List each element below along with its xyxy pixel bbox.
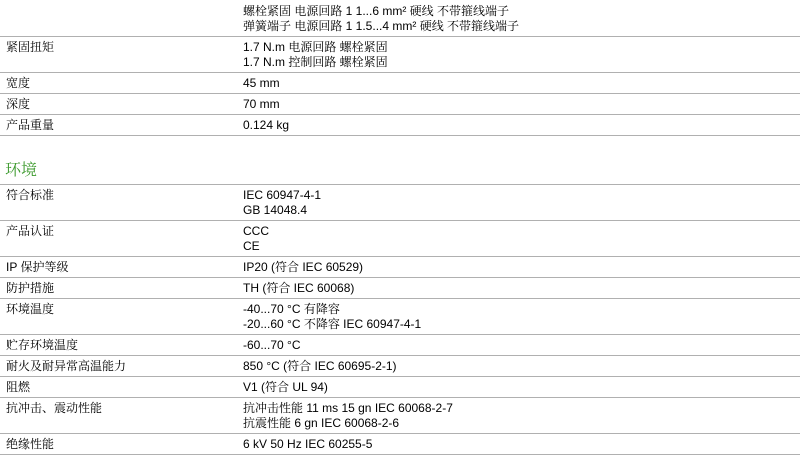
spec-value-line: GB 14048.4	[243, 203, 308, 217]
spec-value-line: -60...70 °C	[243, 338, 301, 352]
spec-value	[243, 76, 800, 91]
spec-label: 宽度	[6, 76, 31, 90]
spec-row-shock-vibration	[0, 398, 800, 434]
spec-table-top	[0, 0, 800, 136]
spec-value-line: TH (符合 IEC 60068)	[243, 281, 355, 295]
spec-value	[243, 401, 800, 431]
spec-label: 绝缘性能	[6, 437, 55, 451]
spec-value	[243, 97, 800, 112]
spec-value-line: 1.7 N.m 控制回路 螺栓紧固	[243, 55, 388, 69]
spec-table-environment	[0, 185, 800, 455]
spec-value-line: 0.124 kg	[243, 118, 290, 132]
spec-row-protection	[0, 278, 800, 299]
spec-label: 贮存环境温度	[6, 338, 79, 352]
spec-value	[243, 380, 800, 395]
spec-value	[243, 437, 800, 452]
spec-value-line: -40...70 °C 有降容	[243, 302, 340, 316]
spec-row-depth	[0, 94, 800, 115]
spec-row-flame-retardant	[0, 377, 800, 398]
spec-label: 阻燃	[6, 380, 31, 394]
spec-label: 防护措施	[6, 281, 55, 295]
spec-label: 符合标准	[6, 188, 55, 202]
spec-row-standards	[0, 185, 800, 221]
spec-label: 耐火及耐异常高温能力	[6, 359, 127, 373]
spec-value-line: CCC	[243, 224, 269, 238]
spec-row-ambient-temp	[0, 299, 800, 335]
spec-value-line: 1.7 N.m 电源回路 螺栓紧固	[243, 40, 388, 54]
spec-label: 抗冲击、震动性能	[6, 401, 103, 415]
spec-row-ip-rating	[0, 257, 800, 278]
spec-value-line: 抗震性能 6 gn IEC 60068-2-6	[243, 416, 400, 430]
spec-value-line: 6 kV 50 Hz IEC 60255-5	[243, 437, 373, 451]
spec-row-insulation	[0, 434, 800, 455]
spec-value	[243, 4, 800, 34]
spec-value-line: 45 mm	[243, 76, 280, 90]
spec-label: 环境温度	[6, 302, 55, 316]
spec-label	[0, 4, 243, 34]
spec-row-fire-resistance	[0, 356, 800, 377]
spec-row-weight	[0, 115, 800, 136]
spec-value-line: -20...60 °C 不降容 IEC 60947-4-1	[243, 317, 422, 331]
spec-row-width	[0, 73, 800, 94]
spec-row-connection	[0, 0, 800, 37]
spec-value	[243, 338, 800, 353]
spec-value	[243, 40, 800, 70]
spec-value	[243, 260, 800, 275]
spec-value-line: CE	[243, 239, 260, 253]
spec-label: IP 保护等级	[6, 260, 69, 274]
spec-label: 深度	[6, 97, 31, 111]
spec-value	[243, 224, 800, 254]
spec-row-storage-temp	[0, 335, 800, 356]
spec-label: 产品认证	[6, 224, 55, 238]
spec-label: 紧固扭矩	[6, 40, 55, 54]
spec-value-line: 850 °C (符合 IEC 60695-2-1)	[243, 359, 397, 373]
spec-label: 产品重量	[6, 118, 55, 132]
spec-value	[243, 302, 800, 332]
spec-value-line: V1 (符合 UL 94)	[243, 380, 328, 394]
spec-row-certifications	[0, 221, 800, 257]
spec-value	[243, 118, 800, 133]
spec-value-line: 抗冲击性能 11 ms 15 gn IEC 60068-2-7	[243, 401, 453, 415]
spec-value	[243, 281, 800, 296]
spec-value	[243, 359, 800, 374]
spec-value-line: IP20 (符合 IEC 60529)	[243, 260, 364, 274]
spec-value	[243, 188, 800, 218]
spec-value-line: 螺栓紧固 电源回路 1 1...6 mm² 硬线 不带箍线端子	[243, 4, 510, 18]
spec-value-line: 弹簧端子 电源回路 1 1.5...4 mm² 硬线 不带箍线端子	[243, 19, 520, 33]
spec-row-torque	[0, 37, 800, 73]
section-title-environment: 环境	[5, 160, 38, 179]
spec-value-line: IEC 60947-4-1	[243, 188, 322, 202]
spec-value-line: 70 mm	[243, 97, 280, 111]
